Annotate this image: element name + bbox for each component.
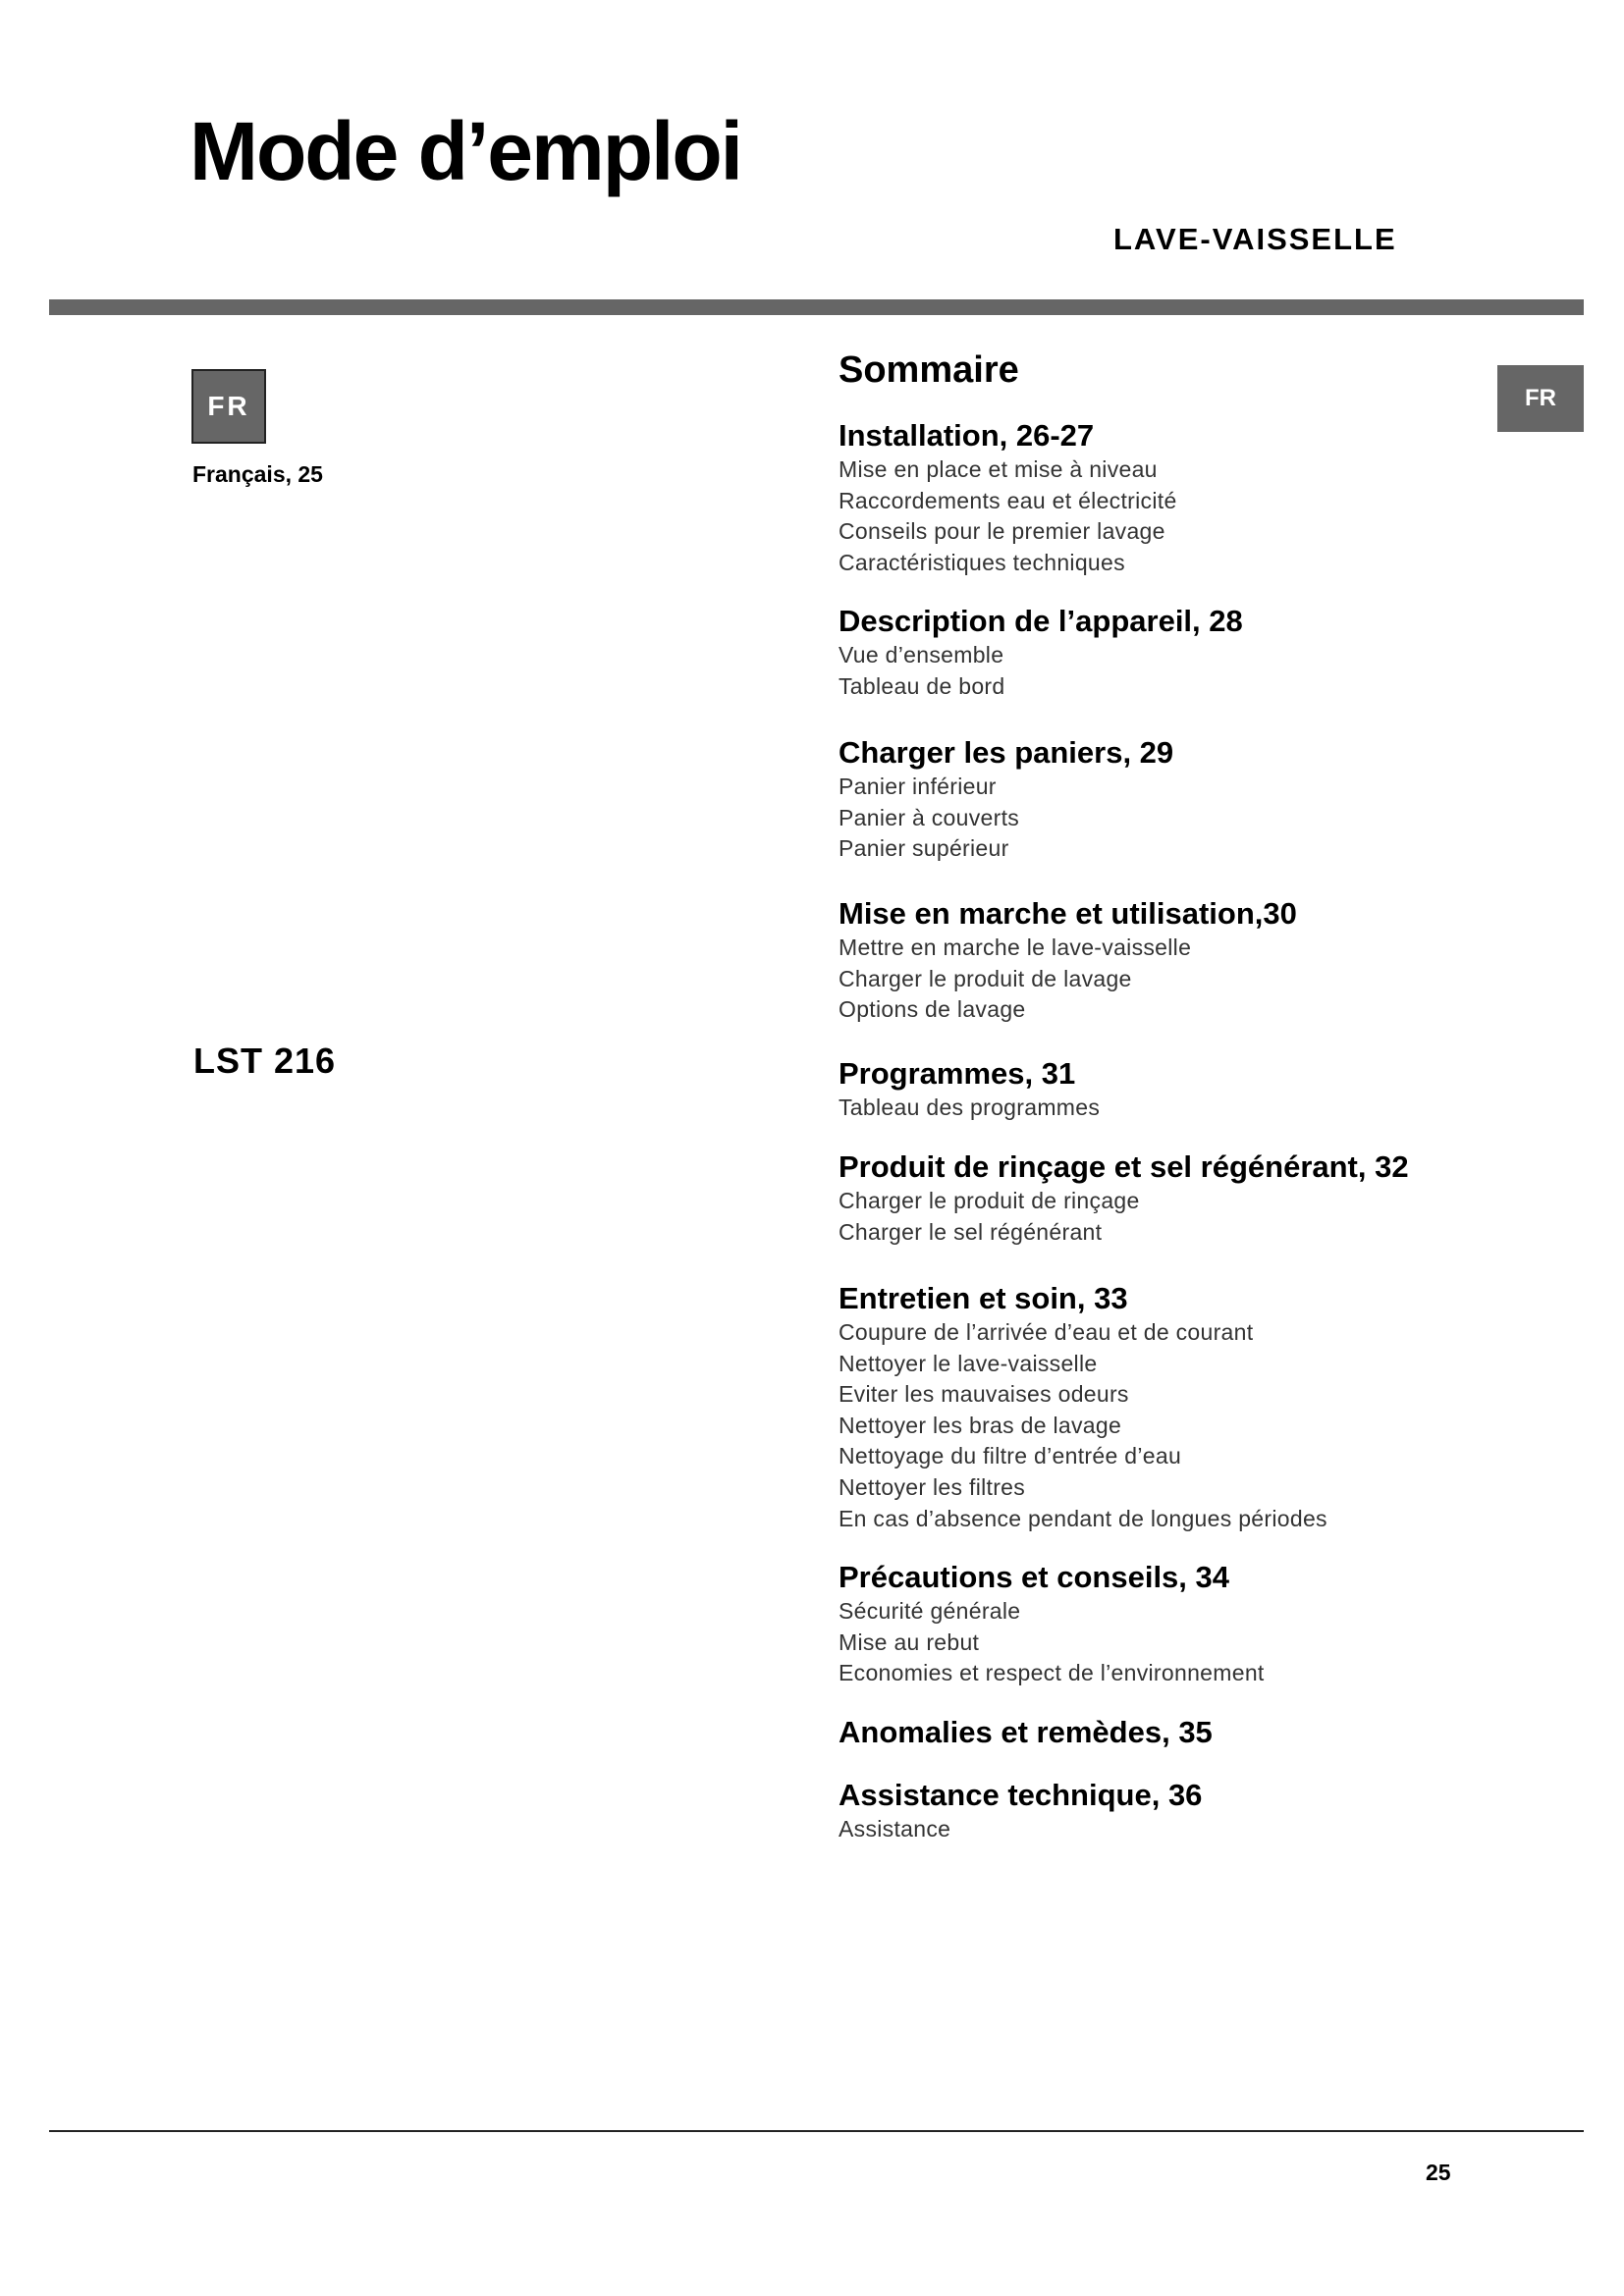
- toc-section-heading[interactable]: Anomalies et remèdes, 35: [839, 1715, 1213, 1749]
- toc-item: Assistance: [839, 1816, 951, 1842]
- toc-section-heading[interactable]: Assistance technique, 36: [839, 1778, 1203, 1812]
- toc-section-heading[interactable]: Produit de rinçage et sel régénérant, 32: [839, 1149, 1409, 1184]
- toc-section-programmes: [839, 1055, 1100, 1124]
- language-badge: [191, 369, 266, 444]
- side-tab-label: FR: [1525, 385, 1556, 411]
- toc-item: Options de lavage: [839, 996, 1026, 1023]
- toc-section-assistance: [839, 1777, 1202, 1845]
- toc-item: Nettoyer les filtres: [839, 1473, 1026, 1500]
- model-number: LST 216: [193, 1041, 337, 1081]
- language-side-tab: [1497, 365, 1584, 432]
- footer-divider: [49, 2130, 1584, 2132]
- toc-item: Sécurité générale: [839, 1598, 1021, 1624]
- toc-section-anomalies: [839, 1714, 1213, 1751]
- product-category: LAVE-VAISSELLE: [1113, 222, 1397, 256]
- toc-section-heading[interactable]: Entretien et soin, 33: [839, 1281, 1128, 1315]
- toc-item: Mise au rebut: [839, 1629, 980, 1655]
- toc-item: Raccordements eau et électricité: [839, 487, 1177, 513]
- toc-item: Nettoyage du filtre d’entrée d’eau: [839, 1443, 1182, 1469]
- toc-item: Eviter les mauvaises odeurs: [839, 1381, 1129, 1408]
- toc-item: Mettre en marche le lave-vaisselle: [839, 934, 1192, 960]
- language-entry[interactable]: Français, 25: [192, 461, 323, 487]
- language-code: FR: [207, 391, 250, 421]
- toc-item: Vue d’ensemble: [839, 642, 1004, 667]
- toc-item: Charger le produit de rinçage: [839, 1188, 1140, 1213]
- toc-section-rincage: [839, 1148, 1409, 1248]
- toc-title: Sommaire: [839, 349, 1019, 391]
- header-divider-bar: [49, 299, 1584, 315]
- toc-section-heading[interactable]: Précautions et conseils, 34: [839, 1560, 1230, 1594]
- page-number: 25: [1426, 2160, 1451, 2185]
- toc-section-heading[interactable]: Programmes, 31: [839, 1056, 1076, 1091]
- toc-section-paniers: [839, 734, 1173, 865]
- toc-item: Economies et respect de l’environnement: [839, 1660, 1265, 1686]
- toc-section-installation: [839, 417, 1177, 578]
- toc-item: Nettoyer le lave-vaisselle: [839, 1350, 1098, 1376]
- toc-item: Nettoyer les bras de lavage: [839, 1412, 1122, 1438]
- toc-section-precautions: [839, 1559, 1265, 1689]
- toc-item: Mise en place et mise à niveau: [839, 456, 1158, 482]
- toc-item: Coupure de l’arrivée d’eau et de courant: [839, 1319, 1254, 1345]
- toc-item: Charger le sel régénérant: [839, 1218, 1103, 1245]
- toc-item: Tableau de bord: [839, 672, 1005, 699]
- toc-section-heading[interactable]: Mise en marche et utilisation,30: [839, 896, 1297, 931]
- toc-item: Tableau des programmes: [839, 1095, 1101, 1120]
- toc-item: Panier à couverts: [839, 804, 1020, 830]
- toc-item: En cas d’absence pendant de longues périodes: [839, 1505, 1327, 1531]
- toc-item: Charger le produit de lavage: [839, 965, 1132, 991]
- toc-section-description: [839, 603, 1243, 702]
- toc-section-heading[interactable]: Description de l’appareil, 28: [839, 604, 1243, 638]
- toc-section-mise-en-marche: [839, 895, 1297, 1026]
- toc-item: Panier inférieur: [839, 774, 997, 799]
- page-title: Mode d’emploi: [189, 105, 741, 197]
- toc-section-heading[interactable]: Charger les paniers, 29: [839, 735, 1174, 770]
- toc-section-entretien: [839, 1280, 1327, 1534]
- toc-item: Panier supérieur: [839, 835, 1009, 862]
- toc-section-heading[interactable]: Installation, 26-27: [839, 418, 1095, 453]
- toc-item: Caractéristiques techniques: [839, 549, 1125, 575]
- toc-item: Conseils pour le premier lavage: [839, 518, 1165, 545]
